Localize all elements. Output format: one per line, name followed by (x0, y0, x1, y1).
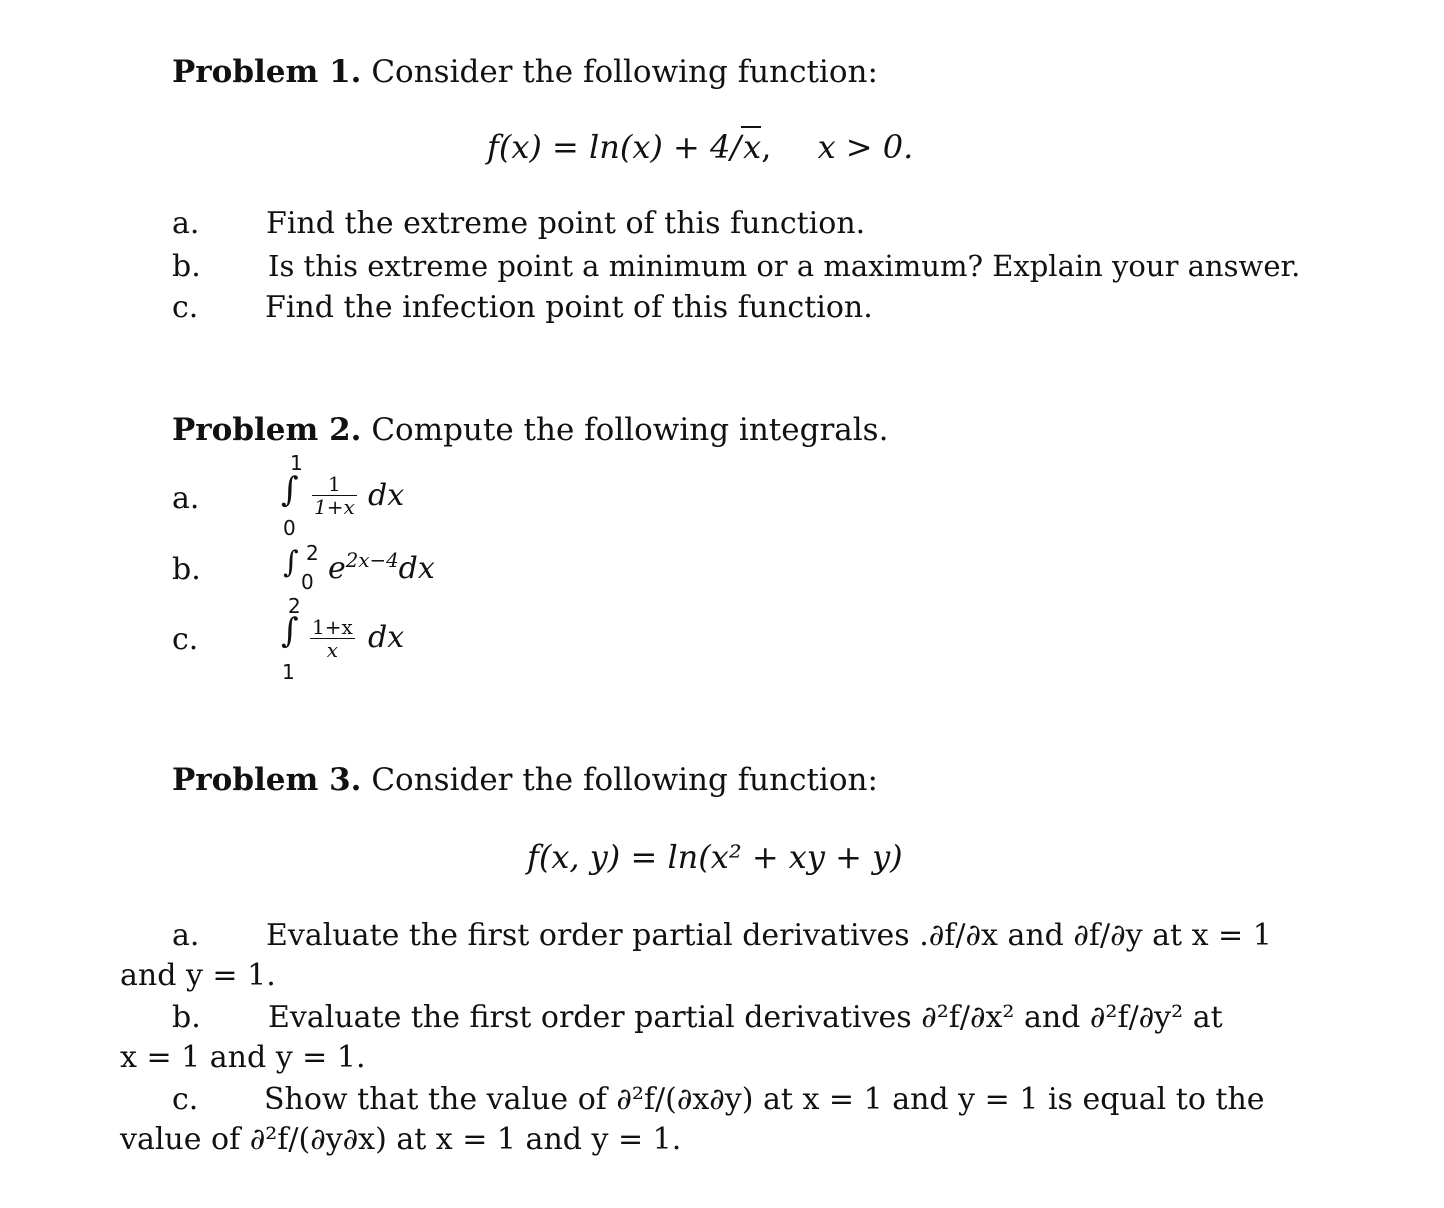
problem2-item-b-integral: ∫ (283, 545, 299, 580)
problem2-item-b-diff: dx (398, 550, 435, 586)
problem2-item-c-lower: 1 (282, 660, 295, 684)
problem3-item-c-line2: value of ∂²f/(∂y∂x) at x = 1 and y = 1. (120, 1122, 682, 1157)
problem2-item-c-diff: dx (368, 620, 405, 655)
problem3-intro: Consider the following function: (371, 762, 878, 798)
problem3-item-a-label: a. (172, 918, 200, 953)
problem2-item-a-fraction (312, 473, 357, 518)
problem1-item-a-text: Find the extreme point of this function. (266, 206, 866, 241)
problem2-item-b-lower: 0 (301, 570, 314, 594)
problem3-item-a-line1: Evaluate the first order partial derivatives .∂f/∂x and ∂f/∂y at x = 1 (266, 918, 1272, 953)
problem1-eq-sqrt: x (743, 128, 762, 166)
problem1-intro: Consider the following function: (371, 54, 878, 90)
problem1-eq-lhs: f(x) = ln(x) + 4/ (487, 128, 742, 166)
problem1-item-a-label: a. (172, 206, 200, 241)
problem3-item-b-label: b. (172, 1000, 201, 1035)
problem2-item-c-fraction (310, 616, 355, 661)
problem2-item-a-den: 1+x (314, 495, 355, 519)
problem2-item-b-base: e (328, 550, 346, 586)
problem2-item-a-label: a. (172, 481, 200, 516)
problem2-item-b-label: b. (172, 552, 201, 587)
problem3-title (172, 762, 878, 798)
problem3-item-c-line1: Show that the value of ∂²f/(∂x∂y) at x = 1 and y = 1 is equal to the (264, 1082, 1265, 1117)
problem2-item-c-integral: ∫ (281, 611, 299, 651)
problem2-item-a-num: 1 (312, 473, 357, 496)
problem2-intro: Compute the following integrals. (371, 412, 889, 448)
problem1-eq-rhs: , (761, 128, 772, 166)
problem2-title (172, 412, 888, 448)
problem2-heading: Problem 2. (172, 412, 362, 448)
problem2-item-a-lower: 0 (283, 516, 296, 540)
problem2-item-b-integrand (328, 549, 435, 586)
problem1-item-c-text: Find the infection point of this function. (265, 290, 873, 325)
problem3-equation: f(x, y) = ln(x² + xy + y) (527, 838, 903, 876)
problem1-heading: Problem 1. (172, 54, 362, 90)
problem2-item-c-upper: 2 (288, 594, 301, 618)
problem3-item-c-label: c. (172, 1082, 199, 1117)
problem3-item-b-line1: Evaluate the first order partial derivatives ∂²f/∂x² and ∂²f/∂y² at (268, 1000, 1223, 1035)
problem1-item-c-label: c. (172, 290, 199, 325)
problem3-item-b-line2: x = 1 and y = 1. (120, 1040, 366, 1075)
problem1-title (172, 54, 878, 90)
problem3-item-a-line2: and y = 1. (120, 958, 276, 993)
problem2-item-a-diff: dx (368, 478, 405, 513)
problem1-eq-condition: x > 0. (817, 128, 914, 166)
problem2-item-c-label: c. (172, 622, 199, 657)
problem2-item-b-exponent: 2x−4 (345, 549, 399, 572)
problem1-equation (487, 128, 913, 166)
problem2-item-b-upper: 2 (306, 541, 319, 565)
problem2-item-c-num: 1+x (312, 615, 353, 639)
problem2-item-a-integral: ∫ (281, 470, 299, 510)
problem1-item-b-text: Is this extreme point a minimum or a maximum? Explain your answer. (268, 249, 1301, 283)
problem1-item-b-label: b. (172, 249, 201, 284)
problem3-heading: Problem 3. (172, 762, 362, 798)
problem2-item-c-den: x (326, 638, 339, 662)
problem2-item-a-upper: 1 (290, 451, 303, 475)
